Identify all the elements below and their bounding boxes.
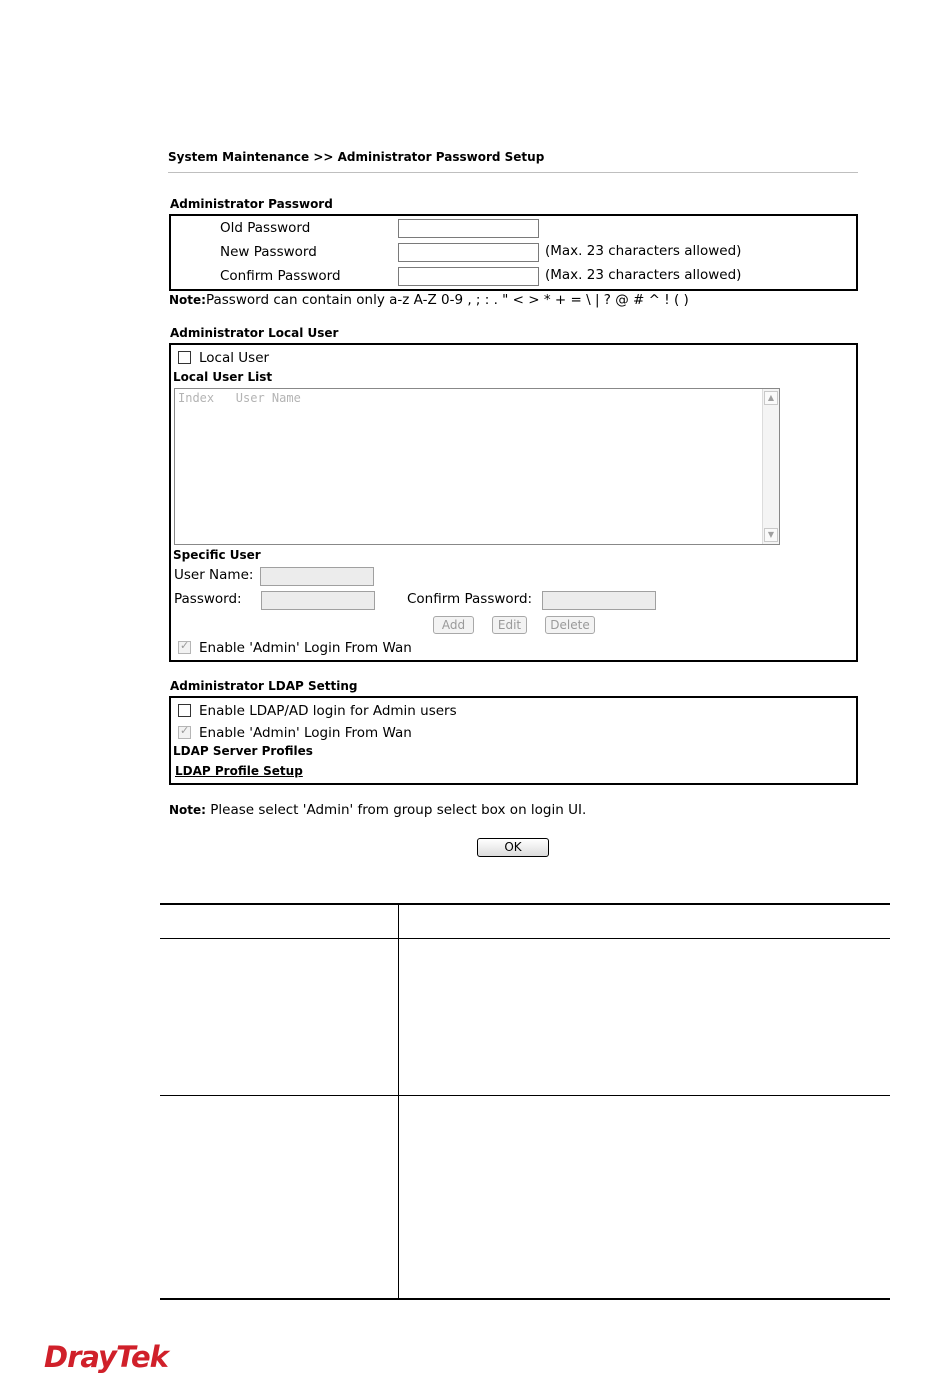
- password-note-text: Password can contain only a-z A-Z 0-9 , ; : . " < > * + = \ | ? @ # ^ ! ( ): [205, 292, 689, 308]
- login-note: [169, 802, 586, 818]
- scroll-down-icon[interactable]: ▼: [764, 528, 778, 542]
- local-user-title: Administrator Local User: [170, 326, 339, 340]
- local-enable-wan-checkbox[interactable]: [178, 641, 191, 654]
- confirm-password-input[interactable]: [398, 267, 539, 286]
- table-top-border: [160, 903, 890, 905]
- breadcrumb: System Maintenance >> Administrator Password Setup: [168, 150, 545, 164]
- ldap-profiles-title: LDAP Server Profiles: [173, 744, 313, 758]
- specific-username-label: User Name:: [174, 567, 254, 583]
- specific-password-input[interactable]: [261, 591, 375, 610]
- login-note-prefix: Note:: [169, 803, 206, 817]
- login-note-text: Please select 'Admin' from group select box on login UI.: [205, 802, 587, 818]
- local-user-list-title: Local User List: [173, 370, 273, 384]
- breadcrumb-divider: [168, 172, 858, 173]
- ldap-profile-setup-link[interactable]: LDAP Profile Setup: [175, 764, 303, 778]
- specific-password-label: Password:: [174, 591, 242, 607]
- new-password-hint: (Max. 23 characters allowed): [545, 243, 742, 259]
- specific-user-title: Specific User: [173, 548, 261, 562]
- local-user-list-scrollbar[interactable]: [762, 389, 779, 544]
- ldap-enable-wan-checkbox[interactable]: [178, 726, 191, 739]
- local-user-checkbox[interactable]: [178, 351, 191, 364]
- ldap-title: Administrator LDAP Setting: [170, 679, 358, 693]
- ok-button[interactable]: OK: [477, 838, 549, 857]
- enable-ldap-label: Enable LDAP/AD login for Admin users: [199, 703, 457, 719]
- check-icon: ✓: [180, 724, 190, 737]
- local-user-list[interactable]: [174, 388, 780, 545]
- specific-confirm-input[interactable]: [542, 591, 656, 610]
- table-column-divider: [398, 903, 399, 1300]
- local-enable-wan-label: Enable 'Admin' Login From Wan: [199, 640, 412, 656]
- table-row-divider: [160, 1095, 890, 1096]
- local-user-label: Local User: [199, 350, 270, 366]
- enable-ldap-checkbox[interactable]: [178, 704, 191, 717]
- add-button[interactable]: Add: [433, 616, 474, 634]
- table-bottom-border: [160, 1298, 890, 1300]
- draytek-logo: DrayTek: [44, 1340, 168, 1374]
- password-note-prefix: Note:: [169, 293, 206, 307]
- table-header-border: [160, 938, 890, 939]
- edit-button[interactable]: Edit: [492, 616, 527, 634]
- new-password-label: New Password: [220, 244, 317, 260]
- local-user-list-header: Index User Name: [178, 391, 301, 405]
- new-password-input[interactable]: [398, 243, 539, 262]
- specific-username-input[interactable]: [260, 567, 374, 586]
- scroll-up-icon[interactable]: ▲: [764, 391, 778, 405]
- admin-password-title: Administrator Password: [170, 197, 333, 211]
- password-note: [169, 292, 689, 308]
- confirm-password-hint: (Max. 23 characters allowed): [545, 267, 742, 283]
- confirm-password-label: Confirm Password: [220, 268, 341, 284]
- old-password-label: Old Password: [220, 220, 311, 236]
- old-password-input[interactable]: [398, 219, 539, 238]
- ldap-enable-wan-label: Enable 'Admin' Login From Wan: [199, 725, 412, 741]
- specific-confirm-label: Confirm Password:: [407, 591, 533, 607]
- delete-button[interactable]: Delete: [545, 616, 595, 634]
- check-icon: ✓: [180, 639, 190, 652]
